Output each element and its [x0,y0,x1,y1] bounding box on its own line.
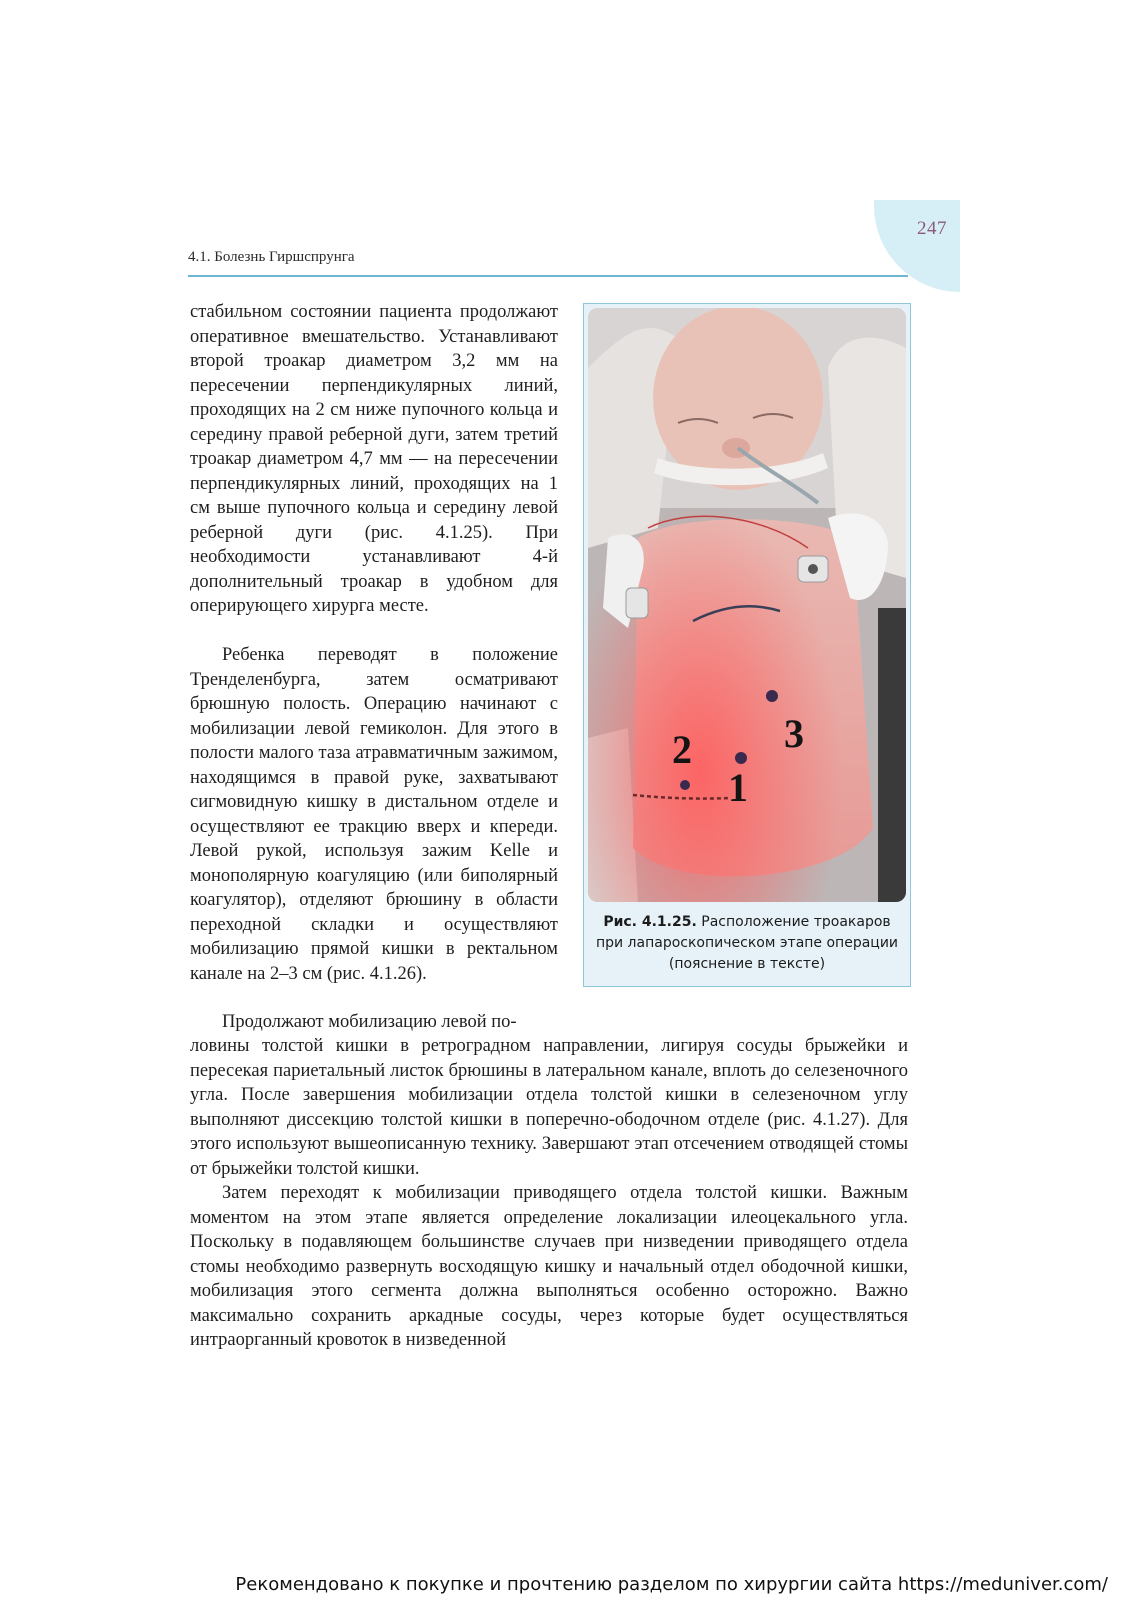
trocar-label-2: 2 [672,727,692,772]
patient-photo [588,308,906,902]
trocar-label-3: 3 [784,711,804,756]
caption-number: Рис. 4.1.25. [603,914,697,930]
paragraph-3-start: Продолжают мобилизацию левой по- [222,1012,517,1032]
photo-illustration [588,308,906,902]
figure-caption [592,912,902,975]
figure-4-1-25 [583,303,911,987]
page-number-tab [874,200,960,292]
paragraph-1: стабильном состоянии пациента продолжают оперативное вмешательство. Устанавливают второй троакар диаметром 3,2 мм на пересечении перпендикулярных линий, проходящих на 2 см ниже пупочного кольца и середину правой реберной дуги, затем третий троакар диаметром 4,7 мм — на пересечении перпендикулярных линий, проходящих на 1 см выше пупочного кольца и середину левой реберной дуги (рис. 4.1.25). При необходимости устанавливают 4-й дополнительный троакар в удобном для оперирующего хирурга месте. [190,302,558,616]
paragraph-4: Затем переходят к мобилизации приводящего отдела толстой кишки. Важным моментом на этом этапе является определение локализации илеоцекального угла. Поскольку в подавляющем большинстве случаев при низведении приводящего отдела стомы необходимо развернуть восходящую кишку и начальный отдел ободочной кишки, мобилизация этого сегмента должна выполняться особенно осторожно. Важно максимально сохранить аркадные сосуды, через которые будет осуществляться интраорганный кровоток в низведенной [190,1183,908,1350]
trocar-label-1: 1 [728,765,748,810]
paragraph-3-continued: ловины толстой кишки в ретроградном направлении, лигируя сосуды брыжейки и пересекая париетальный листок брюшины в латеральном канале, вплоть до селезеночного угла. После завершения мобилизации отдела толстой кишки в селезеночном углу выполняют диссекцию толстой кишки в поперечно-ободочном отделе (рис. 4.1.27). Для этого используют вышеописанную технику. Завершают этап отсечением отводящей стомы от брыжейки толстой кишки. [190,1036,908,1179]
header-rule [188,275,908,277]
running-head: 4.1. Болезнь Гиршспрунга [188,249,355,265]
caption-text: Расположение троакаров при лапароскопическом этапе операции (пояснение в тексте) [595,914,899,972]
page-number: 247 [917,218,947,239]
paragraph-2: Ребенка переводят в положение Тренделенбурга, затем осматривают брюшную полость. Операцию начинают с мобилизации левой гемиколон. Для этого в полости малого таза атравматичным зажимом, находящимся в правой руке, захватывают сигмовидную кишку в дистальном отделе и осуществляют ее тракцию вверх и кпереди. Левой рукой, используя зажим Kelle и монополярную коагуляцию (или биполярный коагулятор), отделяют брюшину в области переходной складки и осуществляют мобилизацию прямой кишки в ректальном канале на 2–3 см (рис. 4.1.26). [190,645,558,984]
footer-note: Рекомендовано к покупке и прочтению разделом по хирургии сайта https://meduniver.com/ [235,1574,1108,1595]
